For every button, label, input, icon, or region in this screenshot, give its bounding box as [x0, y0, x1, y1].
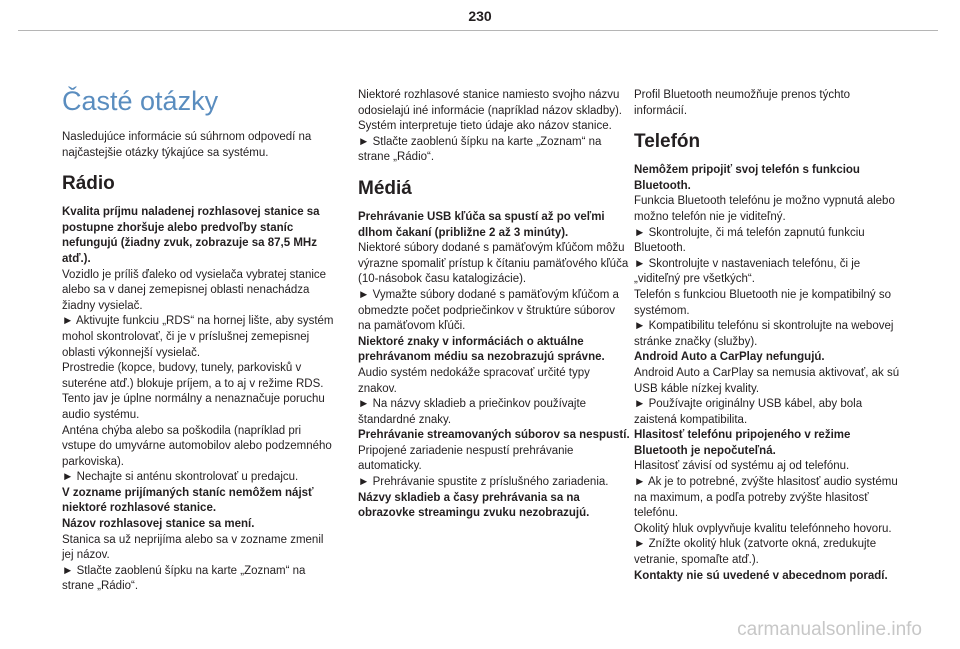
paragraph: ► Ak je to potrebné, zvýšte hlasitosť audio systému na maximum, a podľa potreby zvýšte hlasitosť telefónu.	[634, 476, 898, 520]
paragraph: Audio systém nedokáže spracovať určité typy znakov.	[358, 366, 590, 395]
question: Android Auto a CarPlay nefungujú.	[634, 351, 825, 364]
paragraph: ► Na názvy skladieb a priečinkov používajte štandardné znaky.	[358, 398, 587, 426]
question: Prehrávanie streamovaných súborov sa nespustí.	[358, 429, 630, 442]
question: Nemôžem pripojiť svoj telefón s funkciou Bluetooth.	[634, 164, 860, 192]
paragraph: ► Skontrolujte, či má telefón zapnutú funkciu Bluetooth.	[634, 226, 865, 255]
question: Niektoré znaky v informáciách o aktuálne prehrávanom médiu sa nezobrazujú správne.	[358, 335, 605, 364]
paragraph: Anténa chýba alebo sa poškodila (napríklad pri vstupe do umyvárne automobilov alebo podzemného parkoviska).	[62, 424, 332, 468]
paragraph: Telefón s funkciou Bluetooth nie je kompatibilný so systémom.	[634, 288, 891, 317]
question: Prehrávanie USB kľúča sa spustí až po veľmi dlhom čakaní (približne 2 až 3 minúty).	[358, 210, 605, 239]
section-heading: Médiá	[358, 177, 412, 199]
paragraph: Niektoré súbory dodané s pamäťovým kľúčom môžu výrazne spomaliť prístup k čítaniu pamäťového kľúča (10-násobok času katalogizácie).	[358, 242, 629, 286]
paragraph: Okolitý hluk ovplyvňuje kvalitu telefónneho hovoru.	[634, 522, 892, 535]
paragraph: ► Prehrávanie spustite z príslušného zariadenia.	[358, 476, 609, 489]
paragraph: ► Kompatibilitu telefónu si skontrolujte na webovej stránke značky (služby).	[634, 320, 894, 348]
question: Názov rozhlasovej stanice sa mení.	[62, 518, 255, 531]
section-title: Časté otázky	[62, 86, 219, 116]
paragraph: Pripojené zariadenie nespustí prehrávanie automaticky.	[358, 444, 574, 473]
question: Hlasitosť telefónu pripojeného v režime Bluetooth je nepočuteľná.	[634, 429, 851, 457]
paragraph: Android Auto a CarPlay sa nemusia aktivovať, ak sú USB káble nízkej kvality.	[634, 366, 900, 395]
paragraph: Hlasitosť závisí od systému aj od telefónu.	[634, 460, 850, 473]
page-number: 230	[468, 8, 492, 24]
question: Kontakty nie sú uvedené v abecednom poradí.	[634, 569, 888, 582]
paragraph: Stanica sa už neprijíma alebo sa v zozname zmenil jej názov.	[62, 533, 324, 562]
paragraph: Vozidlo je príliš ďaleko od vysielača vybratej stanice alebo sa v danej zemepisnej oblasti nenachádza žiadny vysielač.	[62, 268, 327, 312]
paragraph: ► Používajte originálny USB kábel, aby bola zaistená kompatibilita.	[634, 398, 863, 426]
watermark: carmanualsonline.info	[737, 619, 922, 640]
paragraph: ► Skontrolujte v nastaveniach telefónu, či je „viditeľný pre všetkých“.	[634, 257, 861, 286]
paragraph: ► Aktivujte funkciu „RDS“ na hornej lište, aby systém mohol skontrolovať, či je v príslušnej zemepisnej oblasti výkonnejší vysielač.	[62, 315, 334, 359]
paragraph: Tento jav je úplne normálny a nenaznačuje poruchu audio systému.	[62, 393, 325, 421]
paragraph: Profil Bluetooth neumožňuje prenos týchto informácií.	[634, 89, 851, 117]
section-heading: Telefón	[634, 131, 701, 153]
column-3	[634, 88, 906, 584]
paragraph: ► Znížte okolitý hluk (zatvorte okná, zredukujte vetranie, spomaľte atď.).	[634, 538, 877, 567]
column-1	[62, 86, 334, 595]
question: V zozname prijímaných staníc nemôžem nájsť niektoré rozhlasové stanice.	[62, 486, 314, 515]
paragraph: ► Stlačte zaoblenú šípku na karte „Zoznam“ na strane „Rádio“.	[358, 135, 602, 164]
paragraph: ► Stlačte zaoblenú šípku na karte „Zoznam“ na strane „Rádio“.	[62, 564, 306, 593]
header-rule	[18, 30, 938, 31]
paragraph: ► Nechajte si anténu skontrolovať u predajcu.	[62, 471, 299, 484]
paragraph: Niektoré rozhlasové stanice namiesto svojho názvu odosielajú iné informácie (napríklad názov skladby).	[358, 89, 623, 117]
question: Kvalita príjmu naladenej rozhlasovej stanice sa postupne zhoršuje alebo predvoľby staníc nefungujú (žiadny zvuk, zobrazuje sa 87,5 MHz atď.).	[62, 206, 320, 265]
column-2	[358, 88, 630, 522]
question: Názvy skladieb a časy prehrávania sa na obrazovke streamingu zvuku nezobrazujú.	[358, 491, 590, 520]
paragraph: Nasledujúce informácie sú súhrnom odpovedí na najčastejšie otázky týkajúce sa systému.	[62, 131, 312, 159]
paragraph: Prostredie (kopce, budovy, tunely, parkovisků v suteréne atď.) blokuje príjem, a to aj v režime RDS.	[62, 362, 324, 390]
paragraph: ► Vymažte súbory dodané s pamäťovým kľúčom a obmedzte počet podpriečinkov v štruktúre súborov na pamäťovom kľúči.	[358, 288, 619, 333]
paragraph: Funkcia Bluetooth telefónu je možno vypnutá alebo možno telefón nie je viditeľný.	[634, 195, 895, 223]
paragraph: Systém interpretuje tieto údaje ako názov stanice.	[358, 120, 612, 133]
section-heading: Rádio	[62, 173, 115, 195]
